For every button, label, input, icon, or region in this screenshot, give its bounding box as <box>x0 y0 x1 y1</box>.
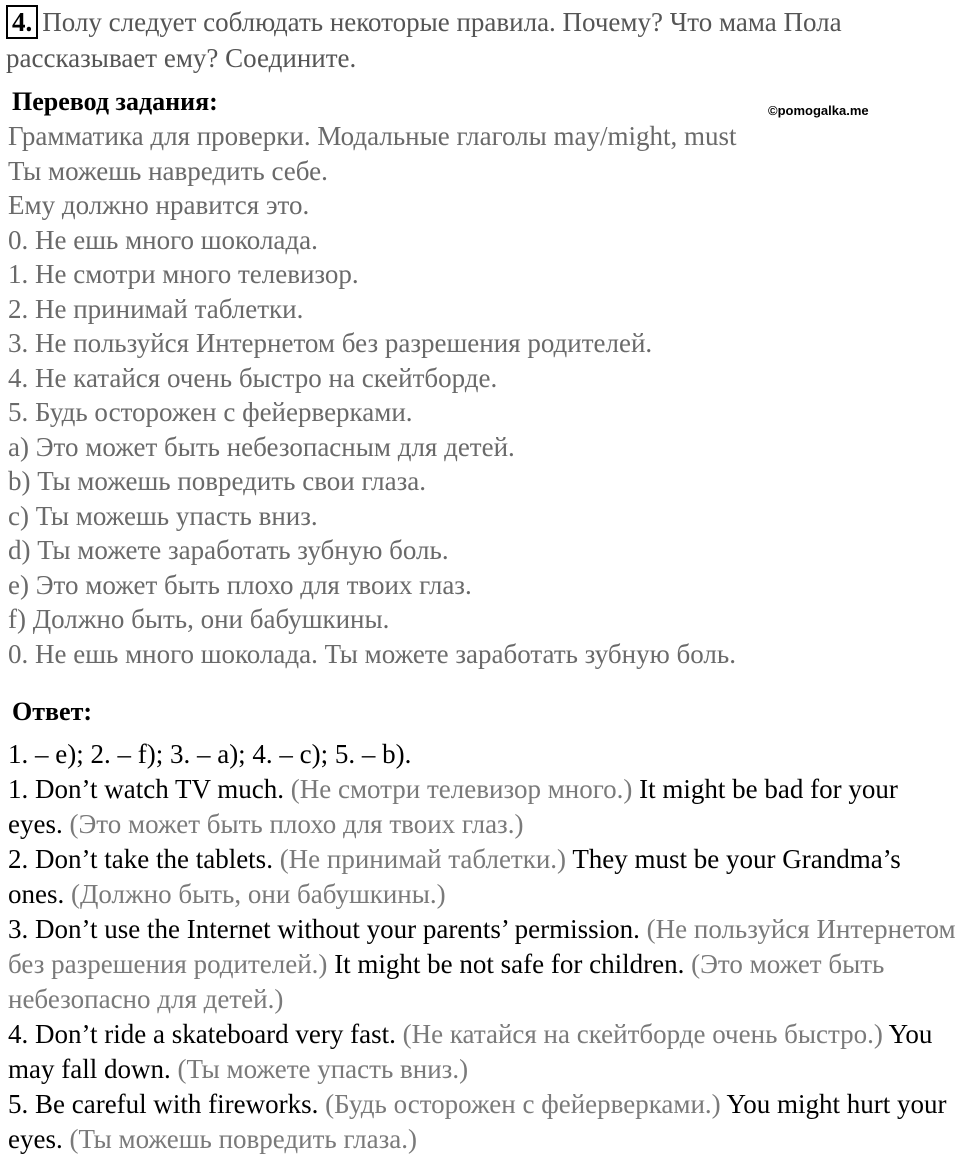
translation-line: f) Должно быть, они бабушкины. <box>8 604 390 634</box>
answer-item <box>8 772 958 842</box>
answer-russian: (Ты можешь повредить глаза.) <box>69 1124 417 1154</box>
translation-line: b) Ты можешь повредить свои глаза. <box>8 466 427 496</box>
answer-russian: (Это может быть небезопасно для детей.) <box>8 949 885 1014</box>
answer-russian: (Будь осторожен с фейерверками.) <box>325 1089 721 1119</box>
translation-line: 2. Не принимай таблетки. <box>8 293 304 324</box>
translation-line: e) Это может быть плохо для твоих глаз. <box>8 569 472 600</box>
answer-english: You might hurt your eyes. <box>8 1089 947 1154</box>
answer-block <box>8 737 958 1157</box>
answer-key: 1. – e); 2. – f); 3. – a); 4. – c); 5. – b). <box>8 739 412 769</box>
translation-line: c) Ты можешь упасть вниз. <box>8 500 318 531</box>
translation-line: 5. Будь осторожен с фейерверками. <box>8 397 413 427</box>
answer-heading: Ответ: <box>12 697 93 726</box>
answer-english: They must be your Grandma’s ones. <box>8 844 901 909</box>
answer-russian: (Должно быть, они бабушкины.) <box>71 879 446 909</box>
answer-russian: (Не пользуйся Интернетом без разрешения родителей.) <box>8 914 956 979</box>
answer-english: 4. Don’t ride a skateboard very fast. <box>8 1019 396 1049</box>
answer-item <box>8 912 958 1017</box>
answer-english: 5. Be careful with fireworks. <box>8 1089 319 1119</box>
answer-russian: (Не смотри телевизор много.) <box>290 774 633 804</box>
translation-line: 4. Не катайся очень быстро на скейтборде. <box>8 362 498 393</box>
translation-line: d) Ты можете заработать зубную боль. <box>8 535 449 565</box>
answer-russian: (Не катайся на скейтборде очень быстро.) <box>402 1019 883 1049</box>
translation-line: a) Это может быть небезопасным для детей. <box>8 431 515 462</box>
answer-item <box>8 1017 958 1087</box>
translation-line: 1. Не смотри много телевизор. <box>8 259 359 289</box>
answer-english: 1. Don’t watch TV much. <box>8 774 284 804</box>
task-statement <box>6 4 956 76</box>
translation-line: 3. Не пользуйся Интернетом без разрешения родителей. <box>8 328 653 358</box>
answer-russian: (Это может быть плохо для твоих глаз.) <box>69 809 524 839</box>
translation-heading: Перевод задания: <box>12 87 218 116</box>
translation-line: Грамматика для проверки. Модальные глаголы may/might, must <box>8 121 737 151</box>
translation-line: Ты можешь навредить себе. <box>8 155 328 186</box>
task-number: 4. <box>6 5 38 39</box>
answer-item <box>8 842 958 912</box>
watermark: ©pomogalka.me <box>768 103 869 118</box>
answer-english: It might be bad for your eyes. <box>8 774 898 839</box>
translation-line: Ему должно нравится это. <box>8 190 310 220</box>
answer-russian: (Не принимай таблетки.) <box>279 844 567 874</box>
answer-russian: (Ты можете упасть вниз.) <box>177 1054 469 1084</box>
answer-english: It might be not safe for children. <box>334 949 685 979</box>
answer-english: You may fall down. <box>8 1019 933 1084</box>
translation-line: 0. Не ешь много шоколада. Ты можете заработать зубную боль. <box>8 638 736 669</box>
task-text: Полу следует соблюдать некоторые правила. Почему? Что мама Пола рассказывает ему? Соедините. <box>6 7 842 73</box>
translation-line: 0. Не ешь много шоколада. <box>8 224 318 255</box>
answer-english: 3. Don’t use the Internet without your parents’ permission. <box>8 914 640 944</box>
answer-item <box>8 1087 958 1157</box>
translation-block <box>8 119 953 671</box>
answer-english: 2. Don’t take the tablets. <box>8 844 273 874</box>
